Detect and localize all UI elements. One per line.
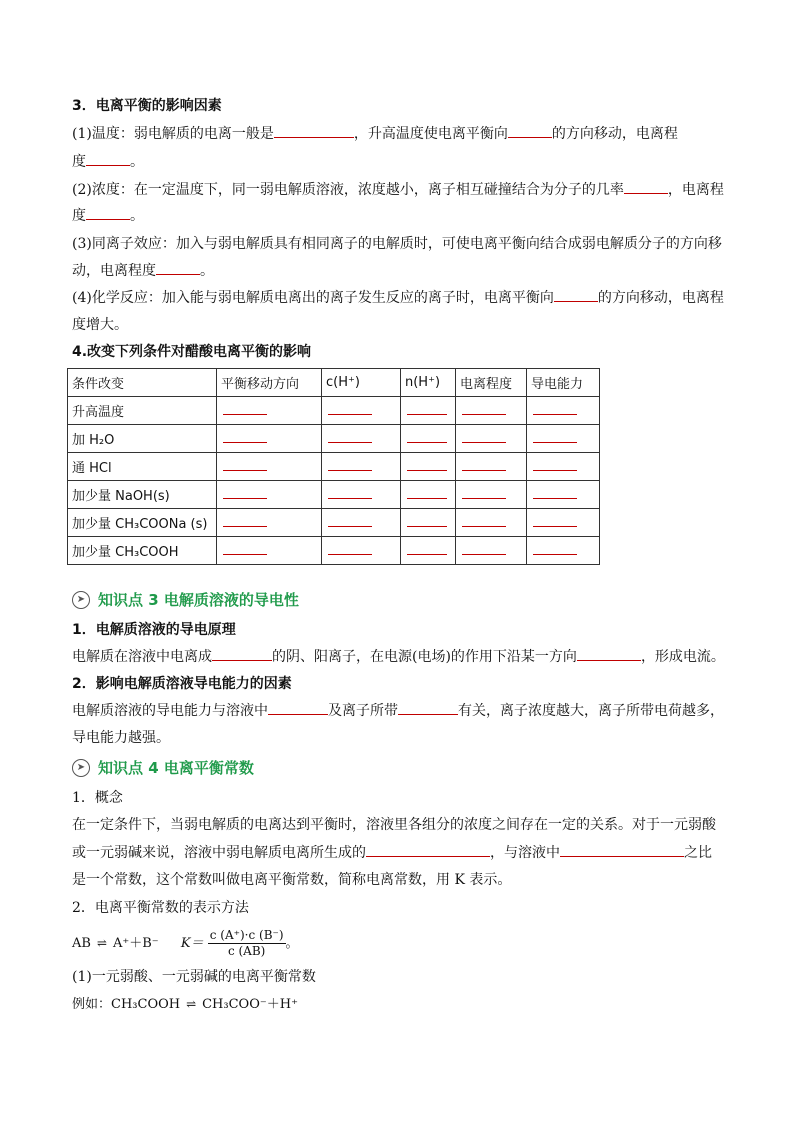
- table-header: 导电能力: [527, 369, 600, 397]
- kp3-subheading-1: 1．电解质溶液的导电原理: [72, 622, 236, 638]
- table-cell[interactable]: [217, 481, 322, 509]
- answer-blank[interactable]: [274, 124, 354, 138]
- table-header-row: [68, 369, 600, 397]
- answer-blank[interactable]: [156, 261, 200, 275]
- knowledge-point-3-heading: [72, 589, 299, 610]
- table-cell[interactable]: [401, 425, 456, 453]
- example-equation: [72, 994, 298, 1015]
- table-cell[interactable]: [456, 537, 527, 565]
- table-cell: 升高温度: [68, 397, 217, 425]
- text: 的阴、阳离子，在电源(电场)的作用下沿某一方向: [272, 649, 577, 665]
- table-cell[interactable]: [527, 481, 600, 509]
- text: 之比: [684, 845, 712, 861]
- concentration-paragraph-cont: [72, 206, 144, 226]
- table-cell[interactable]: [456, 453, 527, 481]
- table-cell[interactable]: [217, 537, 322, 565]
- text: 。: [130, 154, 144, 170]
- table-cell[interactable]: [401, 481, 456, 509]
- table-cell: 通 HCl: [68, 453, 217, 481]
- table-row: [68, 509, 600, 537]
- text: ，升高温度使电离平衡向: [353, 126, 508, 142]
- chemical-reaction-paragraph: [72, 288, 724, 308]
- table-row: [68, 481, 600, 509]
- answer-blank[interactable]: [560, 843, 684, 857]
- table-cell[interactable]: [527, 537, 600, 565]
- text: AB: [72, 936, 91, 951]
- table-cell: 加 H₂O: [68, 425, 217, 453]
- kp4-subheading-2: 2．电离平衡常数的表示方法: [72, 900, 249, 916]
- table-cell[interactable]: [322, 397, 401, 425]
- answer-blank[interactable]: [86, 206, 130, 220]
- kp4-paragraph-2: [72, 843, 712, 863]
- concentration-paragraph: [72, 180, 724, 200]
- table-cell[interactable]: [401, 537, 456, 565]
- text: K＝: [180, 936, 204, 951]
- answer-blank[interactable]: [212, 647, 272, 661]
- text: 的方向移动，电离程: [551, 126, 678, 142]
- kp4-subheading-1: 1．概念: [72, 790, 123, 806]
- table-cell: 加少量 NaOH(s): [68, 481, 217, 509]
- answer-blank[interactable]: [366, 843, 490, 857]
- chemical-reaction-paragraph-cont: 度增大。: [72, 317, 128, 333]
- fraction: [208, 928, 286, 959]
- table-row: [68, 425, 600, 453]
- knowledge-point-title: 知识点 4 电离平衡常数: [98, 759, 254, 777]
- section4-title: 4.改变下列条件对醋酸电离平衡的影响: [72, 344, 312, 360]
- table-cell[interactable]: [527, 425, 600, 453]
- kp3-paragraph-2-cont: 导电能力越强。: [72, 730, 170, 746]
- fraction-denominator: c (AB): [227, 944, 266, 958]
- text: 或一元弱碱来说，溶液中弱电解质电离所生成的: [72, 845, 366, 861]
- table-cell[interactable]: [322, 453, 401, 481]
- arrow-circle-icon: ➤: [72, 591, 90, 609]
- table-cell[interactable]: [401, 453, 456, 481]
- table-cell[interactable]: [456, 481, 527, 509]
- table-cell[interactable]: [322, 537, 401, 565]
- arrow-circle-icon: ➤: [72, 759, 90, 777]
- section3-title: 3．电离平衡的影响因素: [72, 98, 222, 114]
- text: 。: [285, 936, 299, 951]
- table-cell[interactable]: [456, 425, 527, 453]
- table-cell[interactable]: [527, 397, 600, 425]
- text: ，电离程: [667, 182, 724, 198]
- answer-blank[interactable]: [508, 124, 552, 138]
- kp3-subheading-2: 2．影响电解质溶液导电能力的因素: [72, 676, 292, 692]
- temperature-paragraph-cont: [72, 152, 144, 172]
- table-cell[interactable]: [401, 397, 456, 425]
- answer-blank[interactable]: [86, 152, 130, 166]
- table-cell[interactable]: [217, 425, 322, 453]
- answer-blank[interactable]: [268, 701, 328, 715]
- table-cell[interactable]: [401, 509, 456, 537]
- table-header: 平衡移动方向: [217, 369, 322, 397]
- text: CH₃COO⁻＋H⁺: [202, 997, 298, 1012]
- table-cell[interactable]: [456, 397, 527, 425]
- knowledge-point-4-heading: [72, 757, 254, 778]
- reversible-arrow-icon: ⇌: [186, 997, 197, 1011]
- table-cell[interactable]: [322, 509, 401, 537]
- text: (1)温度：弱电解质的电离一般是: [72, 126, 274, 142]
- table-cell[interactable]: [217, 453, 322, 481]
- text: 度: [72, 208, 86, 224]
- equilibrium-constant-equation: [72, 928, 299, 959]
- kp4-paragraph-3: 是一个常数，这个常数叫做电离平衡常数，简称电离常数，用 K 表示。: [72, 872, 512, 888]
- text: A⁺＋B⁻: [112, 936, 159, 951]
- table-header: c(H⁺): [322, 369, 401, 397]
- reversible-arrow-icon: ⇌: [96, 936, 107, 950]
- common-ion-paragraph-cont: [72, 261, 214, 281]
- knowledge-point-title: 知识点 3 电解质溶液的导电性: [98, 591, 299, 609]
- kp4-paragraph-1: 在一定条件下，当弱电解质的电离达到平衡时，溶液里各组分的浓度之间存在一定的关系。对于一元弱酸: [72, 817, 716, 833]
- table-cell[interactable]: [527, 509, 600, 537]
- answer-blank[interactable]: [554, 288, 598, 302]
- text: 及离子所带: [328, 703, 398, 719]
- kp3-paragraph-2: [72, 701, 724, 721]
- kp4-subheading-3: (1)一元弱酸、一元弱碱的电离平衡常数: [72, 969, 316, 985]
- text: 电解质溶液的导电能力与溶液中: [72, 703, 268, 719]
- text: ，形成电流。: [640, 649, 725, 665]
- text: 电解质在溶液中电离成: [72, 649, 212, 665]
- table-cell[interactable]: [217, 509, 322, 537]
- text: 有关，离子浓度越大，离子所带电荷越多，: [458, 703, 724, 719]
- common-ion-paragraph: (3)同离子效应：加入与弱电解质具有相同离子的电解质时，可使电离平衡向结合成弱电解质分子的方向移: [72, 236, 722, 252]
- text: ，与溶液中: [490, 845, 560, 861]
- table-cell[interactable]: [456, 509, 527, 537]
- table-row: [68, 397, 600, 425]
- table-row: [68, 537, 600, 565]
- table-cell: 加少量 CH₃COOH: [68, 537, 217, 565]
- answer-blank[interactable]: [577, 647, 641, 661]
- text: 。: [200, 263, 214, 279]
- table-header: 条件改变: [68, 369, 217, 397]
- text: 动，电离程度: [72, 263, 156, 279]
- text: (2)浓度：在一定温度下，同一弱电解质溶液，浓度越小，离子相互碰撞结合为分子的几率: [72, 182, 624, 198]
- text: 。: [130, 208, 144, 224]
- temperature-paragraph: [72, 124, 678, 144]
- text: 的方向移动，电离程: [597, 290, 724, 306]
- table-row: [68, 453, 600, 481]
- text: (4)化学反应：加入能与弱电解质电离出的离子发生反应的离子时，电离平衡向: [72, 290, 554, 306]
- table-cell[interactable]: [322, 425, 401, 453]
- answer-blank[interactable]: [398, 701, 458, 715]
- table-header: n(H⁺): [401, 369, 456, 397]
- table-cell[interactable]: [527, 453, 600, 481]
- table-cell[interactable]: [322, 481, 401, 509]
- acetic-acid-table: [67, 368, 600, 565]
- text: 例如：CH₃COOH: [72, 997, 181, 1012]
- answer-blank[interactable]: [624, 180, 668, 194]
- table-cell[interactable]: [217, 397, 322, 425]
- table-header: 电离程度: [456, 369, 527, 397]
- table-cell: 加少量 CH₃COONa (s): [68, 509, 217, 537]
- fraction-numerator: c (A⁺)·c (B⁻): [209, 928, 284, 942]
- kp3-paragraph-1: [72, 647, 725, 667]
- text: 度: [72, 154, 86, 170]
